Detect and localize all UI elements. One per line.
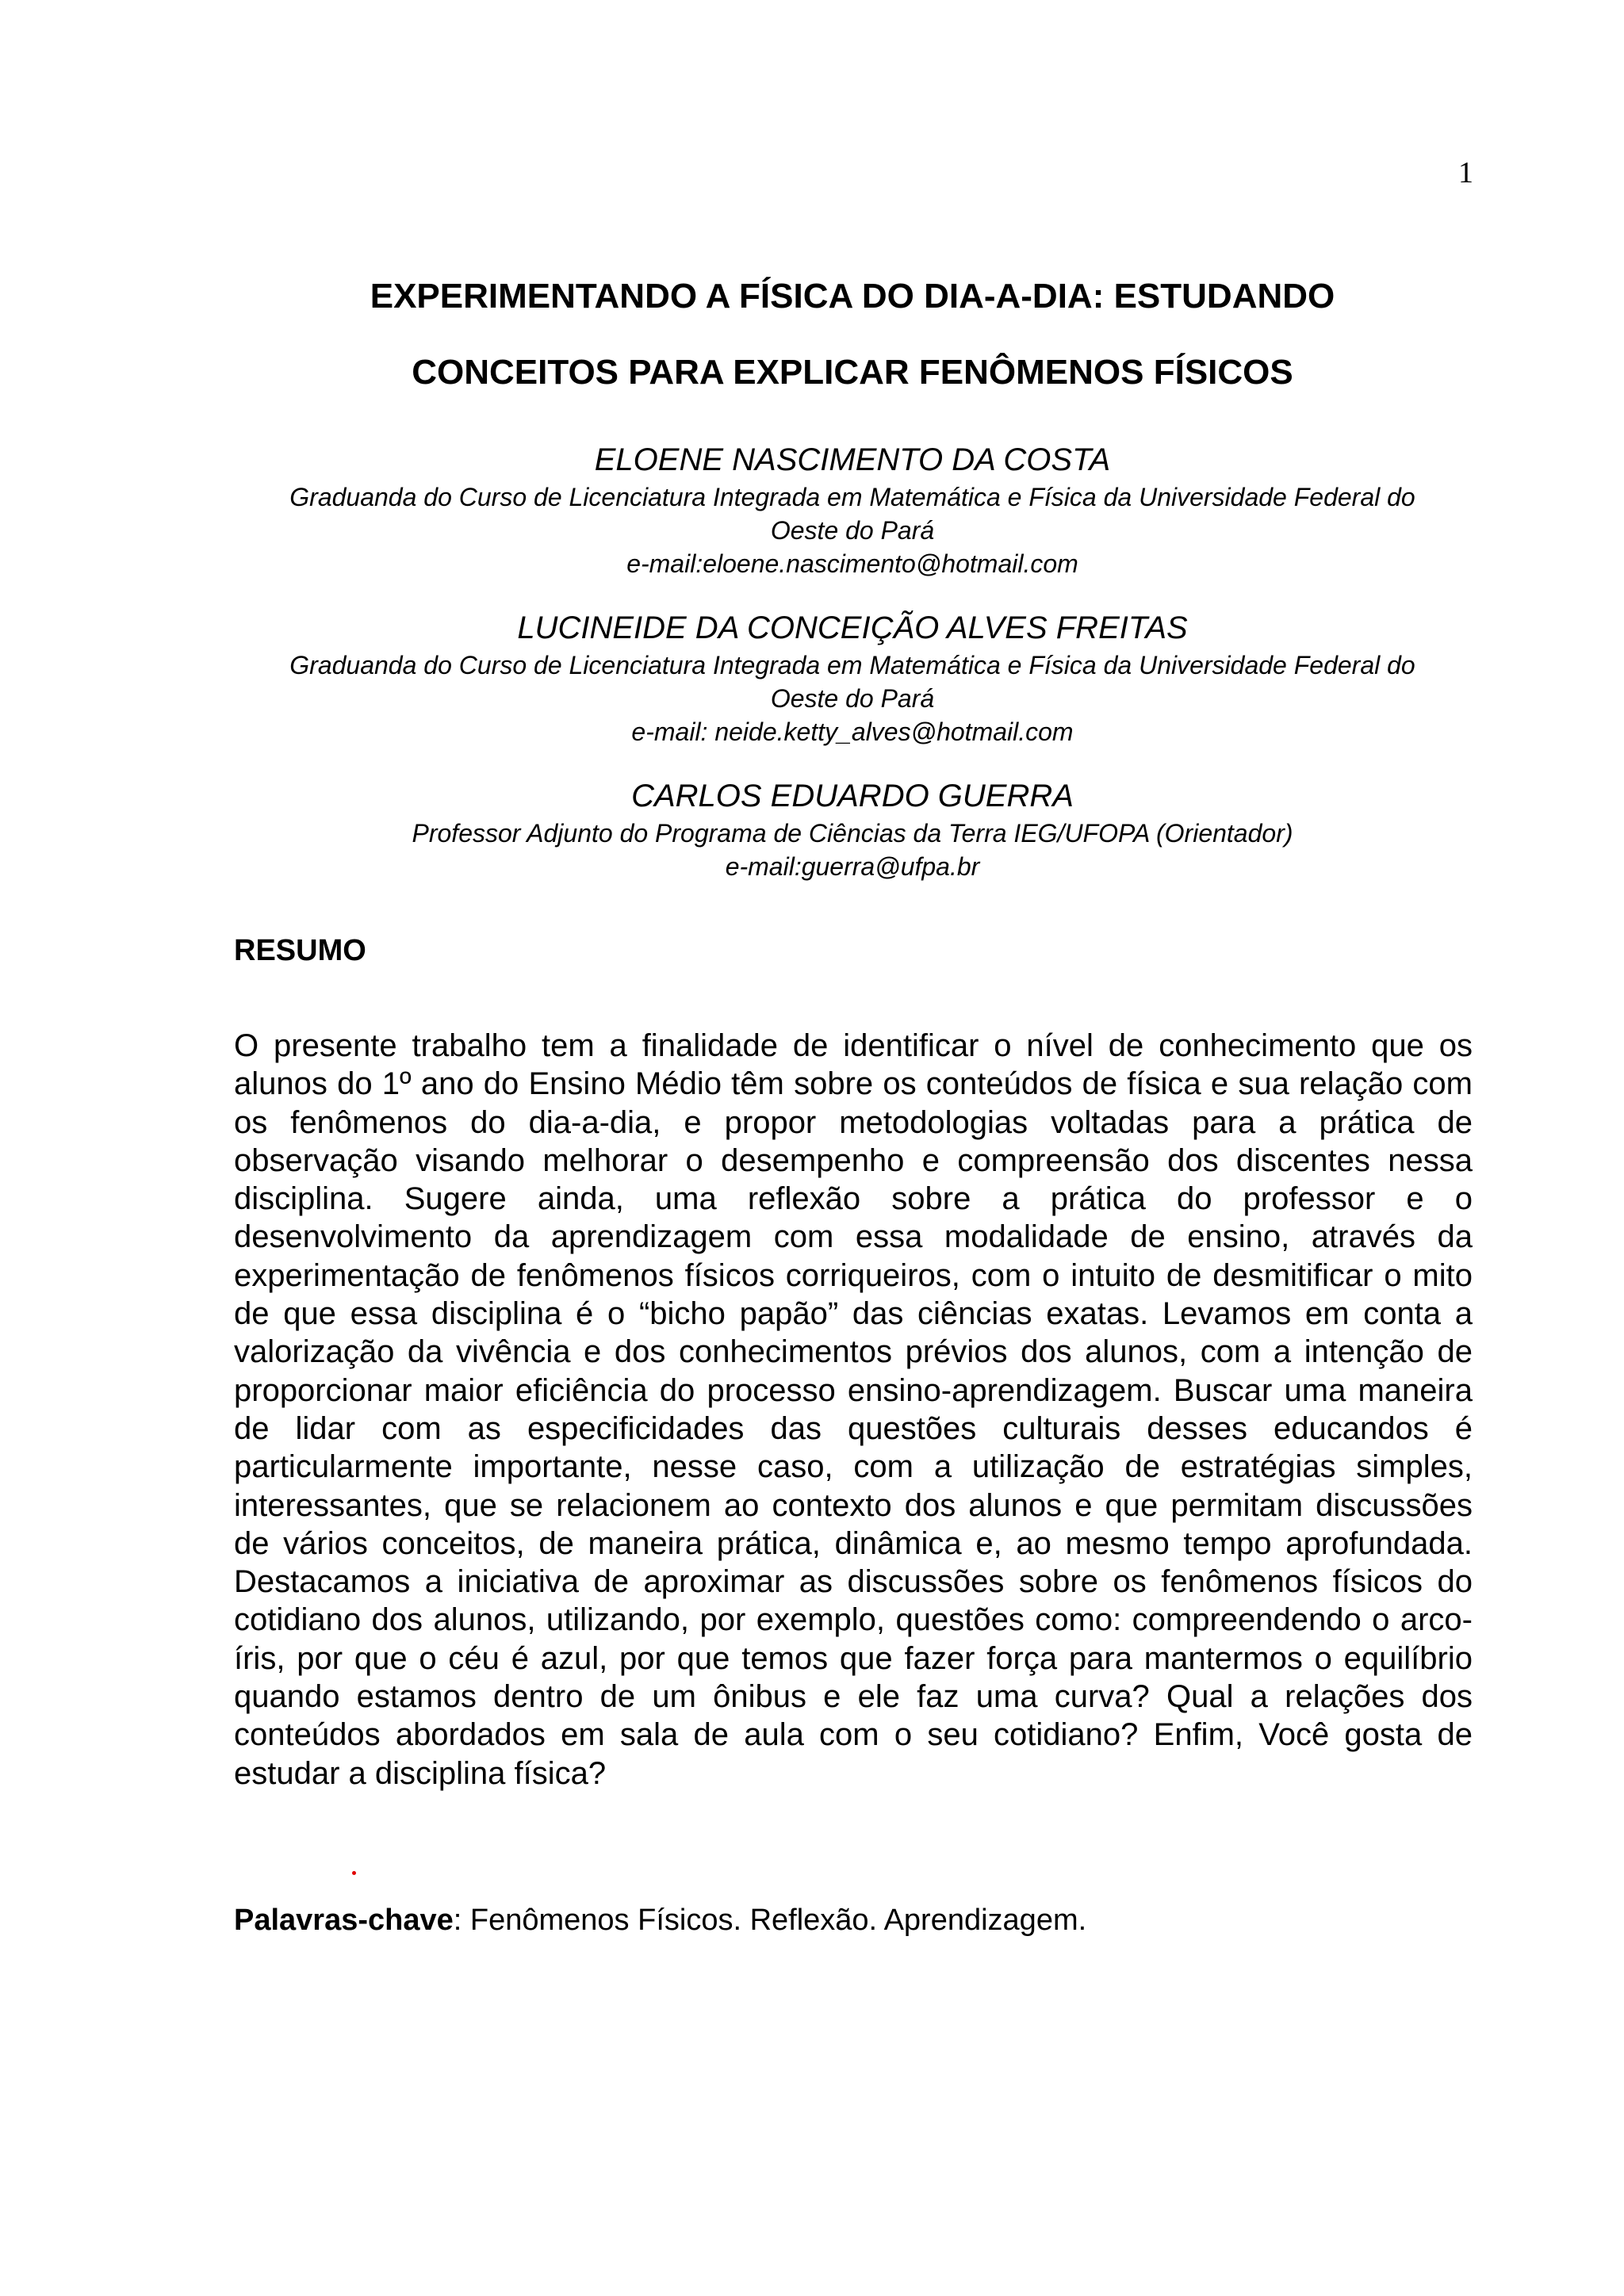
abstract-heading: RESUMO (234, 934, 366, 967)
abstract-body: O presente trabalho tem a finalidade de identificar o nível de conhecimento que os alunos do 1º ano do Ensino Médio têm sobre os conteúdos de física e sua relação com os fenômenos do dia-a-dia, e propor metodologias voltadas para a prática de observação visando melhorar o desempenho e compreensão dos discentes nessa disciplina. Sugere ainda, uma reflexão sobre a prática do professor e o desenvolvimento da aprendizagem com essa modalidade de ensino, através da experimentação de fenômenos físicos corriqueiros, com o intuito de desmitificar o mito de que essa disciplina é o “bicho papão” das ciências exatas. Levamos em conta a valorização da vivência e dos conhecimentos prévios dos alunos, com a intenção de proporcionar maior eficiência do processo ensino-aprendizagem. Buscar uma maneira de lidar com as especificidades das questões culturais desses educandos é particularmente importante, nesse caso, com a utilização de estratégias simples, interessantes, que se relacionem ao contexto dos alunos e que permitam discussões de vários conceitos, de maneira prática, dinâmica e, ao mesmo tempo aprofundada. Destacamos a iniciativa de aproximar as discussões sobre os fenômenos físicos do cotidiano dos alunos, utilizando, por exemplo, questões como: compreendendo o arco-íris, por que o céu é azul, por que temos que fazer força para mantermos o equilíbrio quando estamos dentro de um ônibus e ele faz uma curva? Qual a relações dos conteúdos abordados em sala de aula com o seu cotidiano? Enfim, Você gosta de estudar a disciplina física? (234, 1028, 1473, 1791)
page-number: 1 (1458, 156, 1473, 189)
keywords-line (234, 1901, 1086, 1939)
paper-title (230, 258, 1475, 411)
author-name: CARLOS EDUARDO GUERRA (631, 779, 1074, 813)
author-block (238, 775, 1467, 883)
author-name: LUCINEIDE DA CONCEIÇÃO ALVES FREITAS (517, 610, 1188, 645)
stray-red-dot (352, 1871, 356, 1875)
author-block (238, 439, 1467, 580)
author-affiliation: Graduanda do Curso de Licenciatura Integrada em Matemática e Física da Universidade Federal do (289, 651, 1415, 679)
author-email: e-mail:eloene.nascimento@hotmail.com (626, 549, 1078, 578)
author-affiliation-continued: Oeste do Pará (770, 516, 935, 545)
paper-title-line-1: EXPERIMENTANDO A FÍSICA DO DIA-A-DIA: ESTUDANDO (370, 277, 1335, 316)
author-affiliation: Professor Adjunto do Programa de Ciências da Terra IEG/UFOPA (Orientador) (412, 819, 1293, 848)
author-block (238, 607, 1467, 748)
author-name: ELOENE NASCIMENTO DA COSTA (594, 442, 1111, 477)
author-affiliation: Graduanda do Curso de Licenciatura Integrada em Matemática e Física da Universidade Federal do (289, 483, 1415, 511)
author-affiliation-continued: Oeste do Pará (770, 684, 935, 713)
keywords-label: Palavras-chave (234, 1904, 454, 1937)
keywords-value: Fenômenos Físicos. Reflexão. Aprendizagem. (469, 1904, 1087, 1937)
keywords-separator: : (453, 1904, 470, 1937)
author-email: e-mail:guerra@ufpa.br (725, 852, 980, 881)
author-list (238, 439, 1467, 910)
paper-title-line-2: CONCEITOS PARA EXPLICAR FENÔMENOS FÍSICOS (412, 353, 1293, 392)
author-email: e-mail: neide.ketty_alves@hotmail.com (631, 718, 1074, 746)
